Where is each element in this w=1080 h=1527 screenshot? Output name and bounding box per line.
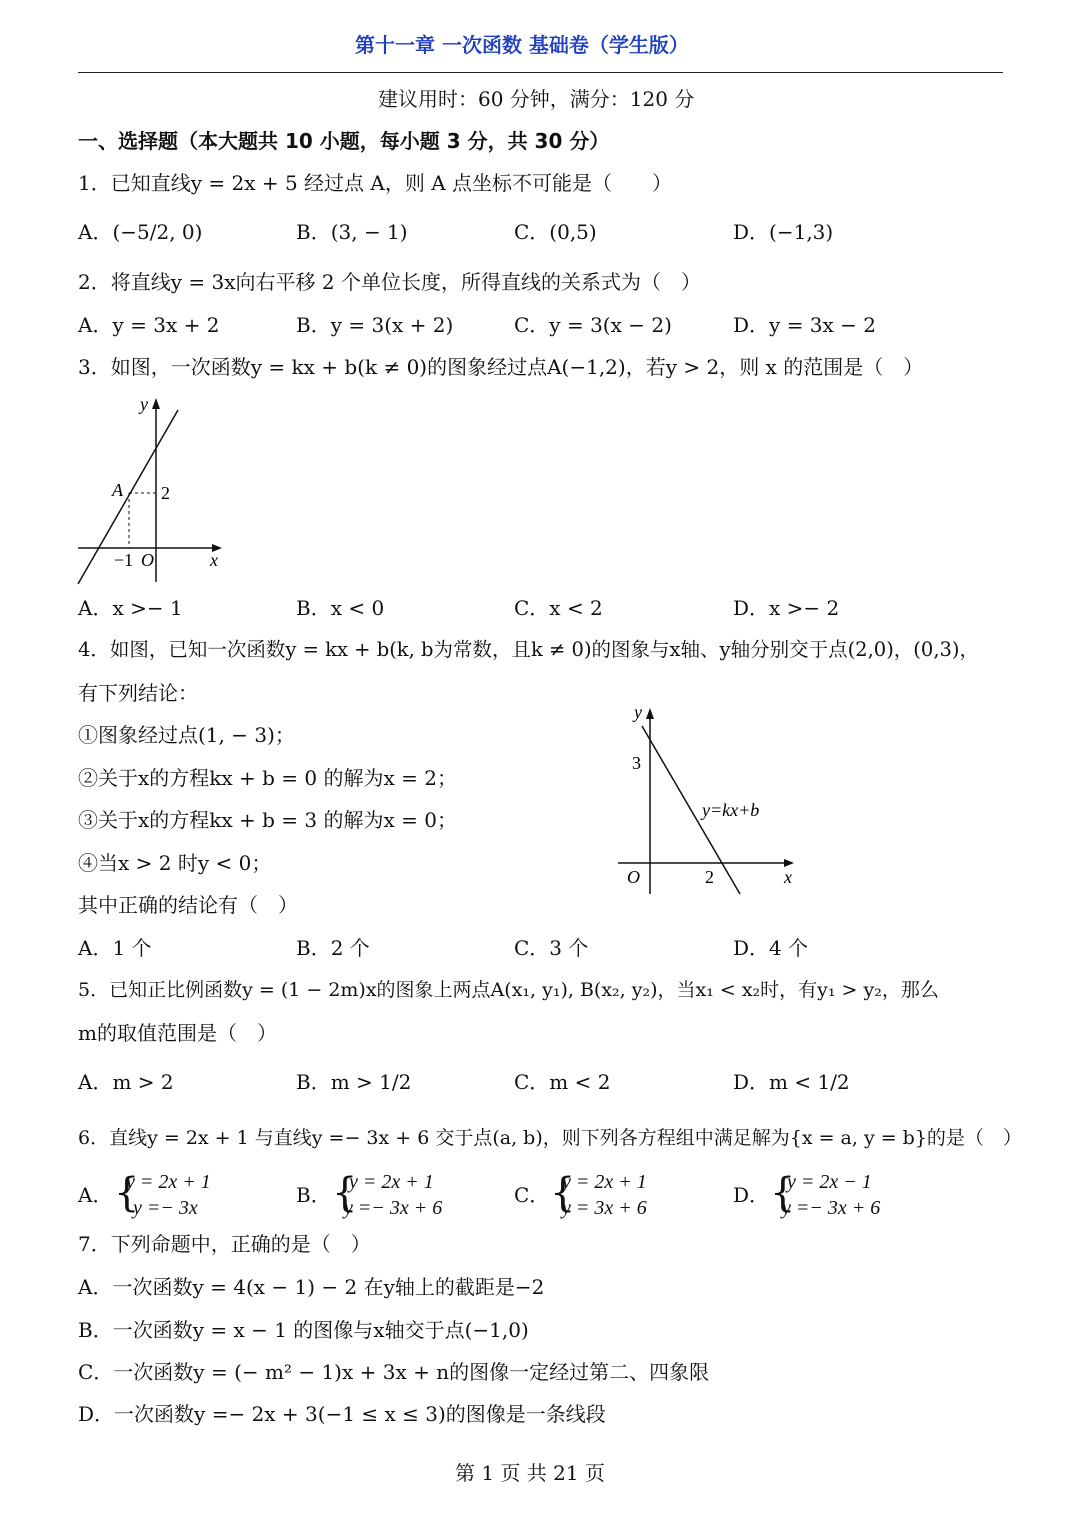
q4-option-d: D．4 个 [733, 936, 809, 960]
q7-option-b: B．一次函数y = x − 1 的图像与x轴交于点(−1,0) [78, 1318, 529, 1342]
q6-option-b-eq2: y =− 3x + 6 [344, 1197, 443, 1219]
q3-y-arrow [152, 398, 160, 409]
q2-option-c: C．y = 3(x − 2) [514, 313, 672, 337]
q4-conclusion-1: ①图象经过点(1, − 3)； [78, 723, 295, 747]
q2-option-a: A．y = 3x + 2 [78, 313, 220, 337]
q4-option-c: C．3 个 [514, 936, 589, 960]
q4-graph [610, 698, 810, 898]
q6-option-a-eq2: y =− 3x [133, 1197, 198, 1219]
document-subtitle: 建议用时：60 分钟，满分：120 分 [378, 87, 695, 111]
q2-option-d: D．y = 3x − 2 [733, 313, 877, 337]
q6-option-b-letter: B． [296, 1183, 331, 1207]
q3-option-c: C．x < 2 [514, 596, 603, 620]
q6-option-b-brace: { [332, 1170, 358, 1216]
q6-option-d-eq1: y = 2x − 1 [787, 1171, 872, 1193]
q3-option-b: B．x < 0 [296, 596, 385, 620]
q5-option-b: B．m > 1/2 [296, 1070, 412, 1094]
q6-option-d-letter: D． [733, 1183, 770, 1207]
q3-tick-2: 2 [161, 483, 170, 503]
q4-conclusion-3: ③关于x的方程kx + b = 3 的解为x = 0； [78, 808, 457, 832]
q4-ask: 其中正确的结论有（ ） [78, 893, 298, 917]
question-5-stem-line1: 5．已知正比例函数y = (1 − 2m)x的图象上两点A(x₁, y₁), B(x₂, y₂)，当x₁ < x₂时，有y₁ > y₂，那么 [78, 979, 939, 1001]
q4-x-arrow [784, 859, 794, 867]
q6-option-c-eq2: y = 3x + 6 [562, 1197, 647, 1219]
q6-option-a-brace: { [114, 1170, 140, 1216]
question-1-stem: 1．已知直线y = 2x + 5 经过点 A，则 A 点坐标不可能是（ ） [78, 171, 673, 195]
q4-y-label: y [634, 702, 642, 722]
question-5-stem-line2: m的取值范围是（ ） [78, 1021, 277, 1045]
section-heading: 一、选择题（本大题共 10 小题，每小题 3 分，共 30 分） [78, 129, 610, 153]
question-6-stem: 6．直线y = 2x + 1 与直线y =− 3x + 6 交于点(a, b)，则下列各方程组中满足解为{x = a, y = b}的是（ ） [78, 1127, 1022, 1149]
q1-option-c: C．(0,5) [514, 220, 597, 244]
q7-option-d: D．一次函数y =− 2x + 3(−1 ≤ x ≤ 3)的图像是一条线段 [78, 1402, 606, 1426]
question-2-stem: 2．将直线y = 3x向右平移 2 个单位长度，所得直线的关系式为（ ） [78, 270, 701, 294]
document-title: 第十一章 一次函数 基础卷（学生版） [355, 33, 689, 57]
q3-x-label: x [210, 550, 218, 570]
q6-option-c-brace: { [550, 1170, 576, 1216]
q3-y-label: y [140, 394, 148, 414]
q5-option-a: A．m > 2 [78, 1070, 174, 1094]
q3-tick-neg1: −1 [114, 550, 134, 570]
q7-option-a: A．一次函数y = 4(x − 1) − 2 在y轴上的截距是−2 [78, 1275, 545, 1299]
q4-origin-label: O [627, 867, 640, 887]
q6-option-b-eq1: y = 2x + 1 [349, 1171, 434, 1193]
q4-option-b: B．2 个 [296, 936, 370, 960]
q4-x-label: x [784, 867, 792, 887]
q6-option-a-eq1: y = 2x + 1 [126, 1171, 211, 1193]
q4-conclusion-4: ④当x > 2 时y < 0； [78, 851, 272, 875]
q5-option-c: C．m < 2 [514, 1070, 611, 1094]
q1-option-a: A．(−5/2, 0) [78, 220, 203, 244]
question-4-stem-line1: 4．如图，已知一次函数y = kx + b(k, b为常数，且k ≠ 0)的图象与x轴、y轴分别交于点(2,0)，(0,3)， [78, 638, 980, 661]
q3-option-d: D．x >− 2 [733, 596, 840, 620]
q3-graph [70, 390, 240, 590]
q4-conclusion-2: ②关于x的方程kx + b = 0 的解为x = 2； [78, 766, 457, 790]
q4-y-arrow [646, 708, 654, 719]
q1-option-d: D．(−1,3) [733, 220, 834, 244]
q6-option-c-eq1: y = 2x + 1 [562, 1171, 647, 1193]
question-3-stem: 3．如图，一次函数y = kx + b(k ≠ 0)的图象经过点A(−1,2)，若y > 2，则 x 的范围是（ ） [78, 355, 924, 379]
q5-option-d: D．m < 1/2 [733, 1070, 850, 1094]
q4-tick-2: 2 [705, 867, 714, 887]
q6-option-a-letter: A． [78, 1183, 113, 1207]
q6-option-d-brace: { [770, 1170, 796, 1216]
page-footer: 第 1 页 共 21 页 [455, 1461, 605, 1485]
header-divider [78, 72, 1003, 73]
q4-line-label: y=kx+b [702, 800, 760, 820]
q3-option-a: A．x >− 1 [78, 596, 183, 620]
q2-option-b: B．y = 3(x + 2) [296, 313, 454, 337]
q6-option-c-letter: C． [514, 1183, 550, 1207]
q4-tick-3: 3 [632, 753, 641, 773]
q7-option-c: C．一次函数y = (− m² − 1)x + 3x + n的图像一定经过第二、四象限 [78, 1360, 710, 1384]
q3-point-a-label: A [112, 480, 123, 500]
q4-option-a: A．1 个 [78, 936, 152, 960]
q1-option-b: B．(3, − 1) [296, 220, 408, 244]
question-7-stem: 7．下列命题中，正确的是（ ） [78, 1232, 371, 1256]
q3-origin-label: O [141, 550, 154, 570]
question-4-stem-line2: 有下列结论： [78, 681, 198, 705]
q6-option-d-eq2: y =− 3x + 6 [782, 1197, 881, 1219]
